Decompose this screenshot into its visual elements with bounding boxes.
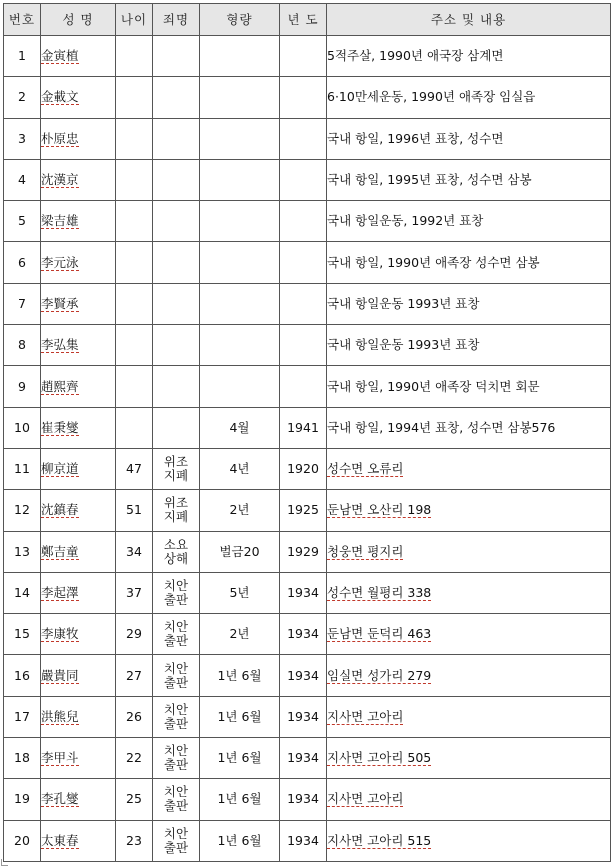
person-name: 李孔燮 — [41, 791, 79, 807]
cell-no: 20 — [4, 820, 41, 861]
cell-sentence — [200, 201, 280, 242]
cell-no: 3 — [4, 118, 41, 159]
address-text: 청웅면 평지리 — [327, 543, 404, 559]
cell-sentence: 5년 — [200, 572, 280, 613]
cell-sentence: 1년 6월 — [200, 696, 280, 737]
cell-crime — [153, 283, 200, 324]
person-name: 朴原忠 — [41, 130, 79, 146]
cell-crime — [153, 325, 200, 366]
cell-age — [116, 407, 153, 448]
cell-name — [41, 77, 116, 118]
address-text: 국내 항일운동 1993년 표창 — [327, 295, 480, 311]
cell-address — [327, 779, 611, 820]
cell-no: 5 — [4, 201, 41, 242]
table-row — [4, 572, 611, 613]
cell-no: 18 — [4, 738, 41, 779]
cell-name — [41, 490, 116, 531]
cell-age — [116, 366, 153, 407]
header-year: 년 도 — [280, 4, 327, 36]
cell-address — [327, 242, 611, 283]
cell-no: 12 — [4, 490, 41, 531]
cell-sentence: 1년 6월 — [200, 655, 280, 696]
cell-age: 22 — [116, 738, 153, 779]
cell-no: 10 — [4, 407, 41, 448]
table-row — [4, 118, 611, 159]
cell-address — [327, 118, 611, 159]
cell-no: 16 — [4, 655, 41, 696]
person-name: 金載文 — [41, 89, 79, 105]
cell-address — [327, 696, 611, 737]
table-row — [4, 820, 611, 861]
cell-address — [327, 77, 611, 118]
cell-age: 51 — [116, 490, 153, 531]
cell-no: 11 — [4, 448, 41, 489]
cell-sentence: 4년 — [200, 448, 280, 489]
cell-year — [280, 242, 327, 283]
cell-crime: 치안 출판 — [153, 655, 200, 696]
cell-sentence — [200, 366, 280, 407]
cell-crime: 치안 출판 — [153, 820, 200, 861]
cell-name — [41, 36, 116, 77]
address-text: 국내 항일, 1990년 애족장 성수면 삼봉 — [327, 254, 540, 270]
address-text: 6·10만세운동, 1990년 애족장 임실읍 — [327, 89, 536, 105]
address-text: 국내 항일, 1995년 표창, 성수면 삼봉 — [327, 172, 532, 188]
cell-name — [41, 283, 116, 324]
cell-address — [327, 366, 611, 407]
cell-crime: 치안 출판 — [153, 738, 200, 779]
cell-name — [41, 242, 116, 283]
person-name: 鄭吉童 — [41, 543, 79, 559]
person-name: 沈漢京 — [41, 172, 79, 188]
cell-crime — [153, 366, 200, 407]
cell-name — [41, 696, 116, 737]
cell-year: 1929 — [280, 531, 327, 572]
cell-address — [327, 407, 611, 448]
cell-sentence: 2년 — [200, 614, 280, 655]
cell-year — [280, 366, 327, 407]
cell-age: 27 — [116, 655, 153, 696]
cell-no: 14 — [4, 572, 41, 613]
cell-sentence: 벌금20 — [200, 531, 280, 572]
table-row — [4, 201, 611, 242]
cell-crime: 치안 출판 — [153, 779, 200, 820]
cell-name — [41, 325, 116, 366]
header-name: 성 명 — [41, 4, 116, 36]
person-name: 太東春 — [41, 832, 79, 848]
cell-name — [41, 531, 116, 572]
cell-year: 1941 — [280, 407, 327, 448]
cell-year — [280, 283, 327, 324]
cell-age: 26 — [116, 696, 153, 737]
person-name: 李起澤 — [41, 585, 79, 600]
cell-sentence — [200, 118, 280, 159]
cell-no: 13 — [4, 531, 41, 572]
cell-address — [327, 820, 611, 861]
table-row — [4, 696, 611, 737]
address-text: 성수면 오류리 — [327, 461, 404, 477]
independence-activist-table — [3, 3, 611, 862]
person-name: 柳京道 — [41, 461, 79, 477]
cell-address — [327, 572, 611, 613]
address-text: 지사면 고아리 515 — [327, 832, 432, 848]
cell-address — [327, 201, 611, 242]
header-no: 번호 — [4, 4, 41, 36]
cell-age: 37 — [116, 572, 153, 613]
cell-age — [116, 36, 153, 77]
cell-name — [41, 655, 116, 696]
cell-age — [116, 77, 153, 118]
address-text: 국내 항일운동, 1992년 표창 — [327, 213, 484, 229]
table-row — [4, 325, 611, 366]
cell-year — [280, 118, 327, 159]
cell-year — [280, 36, 327, 77]
cell-crime: 위조 지폐 — [153, 448, 200, 489]
cell-crime — [153, 407, 200, 448]
cell-address — [327, 531, 611, 572]
cell-year — [280, 159, 327, 200]
cell-no: 19 — [4, 779, 41, 820]
cell-no: 1 — [4, 36, 41, 77]
cell-address — [327, 448, 611, 489]
cell-age: 34 — [116, 531, 153, 572]
cell-address — [327, 655, 611, 696]
address-text: 국내 항일운동 1993년 표창 — [327, 337, 480, 353]
address-text: 국내 항일, 1990년 애족장 덕치면 회문 — [327, 378, 540, 394]
cell-year: 1925 — [280, 490, 327, 531]
cell-crime — [153, 242, 200, 283]
header-sentence: 형량 — [200, 4, 280, 36]
cell-year: 1934 — [280, 614, 327, 655]
cell-year: 1934 — [280, 738, 327, 779]
cell-sentence: 4월 — [200, 407, 280, 448]
person-name: 李康牧 — [41, 626, 79, 642]
cell-no: 15 — [4, 614, 41, 655]
address-text: 둔남면 오산리 198 — [327, 502, 432, 518]
person-name: 李賢承 — [41, 295, 79, 311]
cell-age — [116, 242, 153, 283]
cell-name — [41, 118, 116, 159]
person-name: 崔秉燮 — [41, 419, 79, 435]
cell-name — [41, 201, 116, 242]
table-row — [4, 531, 611, 572]
person-name: 梁吉雄 — [41, 213, 79, 229]
cell-no: 17 — [4, 696, 41, 737]
table-row — [4, 283, 611, 324]
table-row — [4, 738, 611, 779]
cell-name — [41, 448, 116, 489]
cell-year: 1934 — [280, 655, 327, 696]
table-row — [4, 448, 611, 489]
cell-address — [327, 36, 611, 77]
cell-no: 7 — [4, 283, 41, 324]
cell-address — [327, 614, 611, 655]
cell-sentence — [200, 283, 280, 324]
cell-name — [41, 614, 116, 655]
table-row — [4, 779, 611, 820]
cell-sentence: 1년 6월 — [200, 738, 280, 779]
cell-crime — [153, 159, 200, 200]
cell-age — [116, 325, 153, 366]
cell-crime — [153, 77, 200, 118]
cell-crime: 치안 출판 — [153, 614, 200, 655]
cell-year: 1934 — [280, 779, 327, 820]
cell-age: 23 — [116, 820, 153, 861]
cell-name — [41, 407, 116, 448]
cell-crime: 소요 상해 — [153, 531, 200, 572]
cell-sentence: 1년 6월 — [200, 820, 280, 861]
table-row — [4, 159, 611, 200]
person-name: 李弘集 — [41, 337, 79, 353]
table-row — [4, 366, 611, 407]
cell-address — [327, 325, 611, 366]
cell-sentence — [200, 242, 280, 283]
cell-name — [41, 159, 116, 200]
person-name: 趙熙齊 — [41, 378, 79, 394]
address-text: 지사면 고아리 — [327, 708, 404, 724]
cell-age — [116, 159, 153, 200]
cell-sentence — [200, 325, 280, 366]
person-name: 李甲斗 — [41, 750, 79, 766]
cell-address — [327, 283, 611, 324]
table-row — [4, 407, 611, 448]
cell-year: 1934 — [280, 572, 327, 613]
cell-address — [327, 738, 611, 779]
table-row — [4, 614, 611, 655]
cell-crime: 치안 출판 — [153, 696, 200, 737]
cell-year: 1920 — [280, 448, 327, 489]
cell-age: 25 — [116, 779, 153, 820]
cell-year — [280, 201, 327, 242]
cell-year — [280, 77, 327, 118]
cell-age: 47 — [116, 448, 153, 489]
person-name: 沈鎮春 — [41, 502, 79, 518]
header-crime: 죄명 — [153, 4, 200, 36]
cell-no: 2 — [4, 77, 41, 118]
cell-crime: 위조 지폐 — [153, 490, 200, 531]
cell-crime: 치안 출판 — [153, 572, 200, 613]
cell-year: 1934 — [280, 696, 327, 737]
cell-sentence — [200, 77, 280, 118]
cell-sentence — [200, 159, 280, 200]
cell-name — [41, 738, 116, 779]
cell-year: 1934 — [280, 820, 327, 861]
cell-name — [41, 572, 116, 613]
cell-age — [116, 118, 153, 159]
table-row — [4, 655, 611, 696]
cell-year — [280, 325, 327, 366]
table-row — [4, 242, 611, 283]
table-row — [4, 490, 611, 531]
cell-sentence — [200, 36, 280, 77]
address-text: 지사면 고아리 505 — [327, 750, 432, 766]
cell-age: 29 — [116, 614, 153, 655]
person-name: 金寅植 — [41, 48, 79, 64]
cell-age — [116, 201, 153, 242]
header-row — [4, 4, 611, 36]
cell-name — [41, 366, 116, 407]
address-text: 국내 항일, 1996년 표창, 성수면 — [327, 130, 504, 146]
cell-name — [41, 779, 116, 820]
cell-no: 8 — [4, 325, 41, 366]
page-corner-mark — [1, 859, 8, 866]
address-text: 5적주살, 1990년 애국장 삼계면 — [327, 48, 504, 64]
address-text: 둔남면 둔덕리 463 — [327, 626, 432, 642]
cell-address — [327, 490, 611, 531]
cell-age — [116, 283, 153, 324]
table-row — [4, 36, 611, 77]
cell-crime — [153, 36, 200, 77]
header-address: 주소 및 내용 — [327, 4, 611, 36]
cell-no: 6 — [4, 242, 41, 283]
header-age: 나이 — [116, 4, 153, 36]
cell-sentence: 1년 6월 — [200, 779, 280, 820]
table-row — [4, 77, 611, 118]
address-text: 임실면 성가리 279 — [327, 667, 432, 683]
address-text: 국내 항일, 1994년 표창, 성수면 삼봉576 — [327, 419, 556, 435]
address-text: 지사면 고아리 — [327, 791, 404, 807]
person-name: 洪熊兒 — [41, 708, 79, 724]
cell-address — [327, 159, 611, 200]
cell-crime — [153, 118, 200, 159]
cell-no: 9 — [4, 366, 41, 407]
cell-sentence: 2년 — [200, 490, 280, 531]
person-name: 嚴貴同 — [41, 667, 79, 683]
cell-no: 4 — [4, 159, 41, 200]
cell-crime — [153, 201, 200, 242]
person-name: 李元泳 — [41, 254, 79, 270]
cell-name — [41, 820, 116, 861]
address-text: 성수면 월평리 338 — [327, 585, 432, 600]
